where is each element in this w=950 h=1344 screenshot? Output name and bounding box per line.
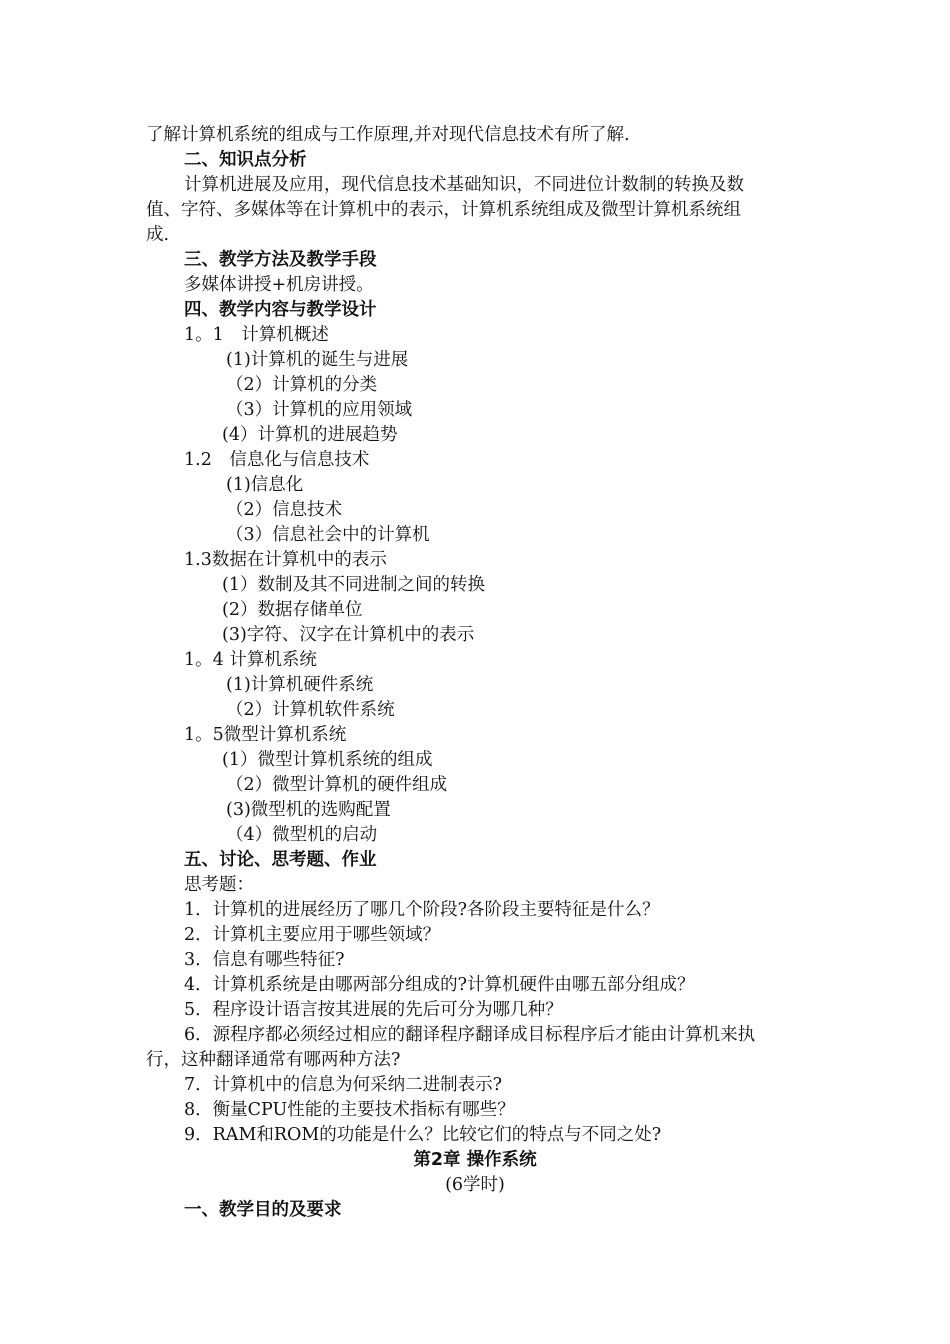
outline-subitem: （2）计算机的分类: [226, 375, 378, 395]
section-heading-content: 四、教学内容与教学设计: [184, 300, 377, 320]
outline-subitem: (3)字符、汉字在计算机中的表示: [222, 625, 475, 645]
section-heading-objectives: 一、教学目的及要求: [184, 1200, 342, 1220]
outline-subitem: （4）微型机的启动: [226, 825, 378, 845]
outline-subitem: (3)微型机的选购配置: [226, 800, 391, 820]
outline-item: 1。1 计算机概述: [184, 325, 329, 345]
outline-subitem: (1)计算机的诞生与进展: [226, 350, 409, 370]
outline-subitem: (1）数制及其不同进制之间的转换: [222, 575, 485, 595]
question-item: 7．计算机中的信息为何采纳二进制表示?: [184, 1075, 503, 1095]
chapter-hours: (6学时): [445, 1175, 505, 1195]
question-item: 2．计算机主要应用于哪些领域？: [184, 925, 441, 945]
question-item: 6．源程序都必须经过相应的翻译程序翻译成目标程序后才能由计算机来执: [184, 1025, 756, 1045]
question-item: 1．计算机的进展经历了哪几个阶段?各阶段主要特征是什么？: [184, 900, 660, 920]
paragraph-line: 多媒体讲授+机房讲授。: [184, 275, 374, 295]
outline-subitem: （2）微型计算机的硬件组成: [226, 775, 448, 795]
paragraph-line: 计算机进展及应用，现代信息技术基础知识，不同进位计数制的转换及数: [184, 175, 744, 195]
question-item: 4．计算机系统是由哪两部分组成的?计算机硬件由哪五部分组成？: [184, 975, 695, 995]
outline-subitem: （2）计算机软件系统: [226, 700, 395, 720]
question-item-continued: 行，这种翻译通常有哪两种方法?: [146, 1050, 401, 1070]
paragraph-line: 成.: [146, 225, 170, 245]
outline-subitem: (4）计算机的进展趋势: [222, 425, 398, 445]
outline-subitem: （3）信息社会中的计算机: [226, 525, 430, 545]
question-item: 9．RAM和ROM的功能是什么？比较它们的特点与不同之处?: [184, 1125, 662, 1145]
outline-subitem: (1)计算机硬件系统: [226, 675, 374, 695]
outline-subitem: （3）计算机的应用领域: [226, 400, 413, 420]
outline-item: 1。4 计算机系统: [184, 650, 317, 670]
outline-subitem: (2）数据存储单位: [222, 600, 363, 620]
outline-subitem: (1)信息化: [226, 475, 304, 495]
question-item: 3．信息有哪些特征?: [184, 950, 345, 970]
outline-item: 1。5微型计算机系统: [184, 725, 347, 745]
outline-item: 1.3数据在计算机中的表示: [184, 550, 387, 570]
outline-subitem: (1）微型计算机系统的组成: [222, 750, 433, 770]
paragraph-line: 值、字符、多媒体等在计算机中的表示，计算机系统组成及微型计算机系统组: [146, 200, 741, 220]
outline-subitem: （2）信息技术: [226, 500, 343, 520]
question-item: 5．程序设计语言按其进展的先后可分为哪几种？: [184, 1000, 563, 1020]
outline-item: 1.2 信息化与信息技术: [184, 450, 370, 470]
chapter-title: 第2章 操作系统: [413, 1150, 537, 1170]
question-item: 8．衡量CPU性能的主要技术指标有哪些？: [184, 1100, 515, 1120]
section-heading-discussion: 五、讨论、思考题、作业: [184, 850, 377, 870]
questions-label: 思考题：: [184, 875, 254, 895]
intro-text: 了解计算机系统的组成与工作原理,并对现代信息技术有所了解.: [146, 125, 630, 145]
section-heading-knowledge: 二、知识点分析: [184, 150, 307, 170]
section-heading-methods: 三、教学方法及教学手段: [184, 250, 377, 270]
